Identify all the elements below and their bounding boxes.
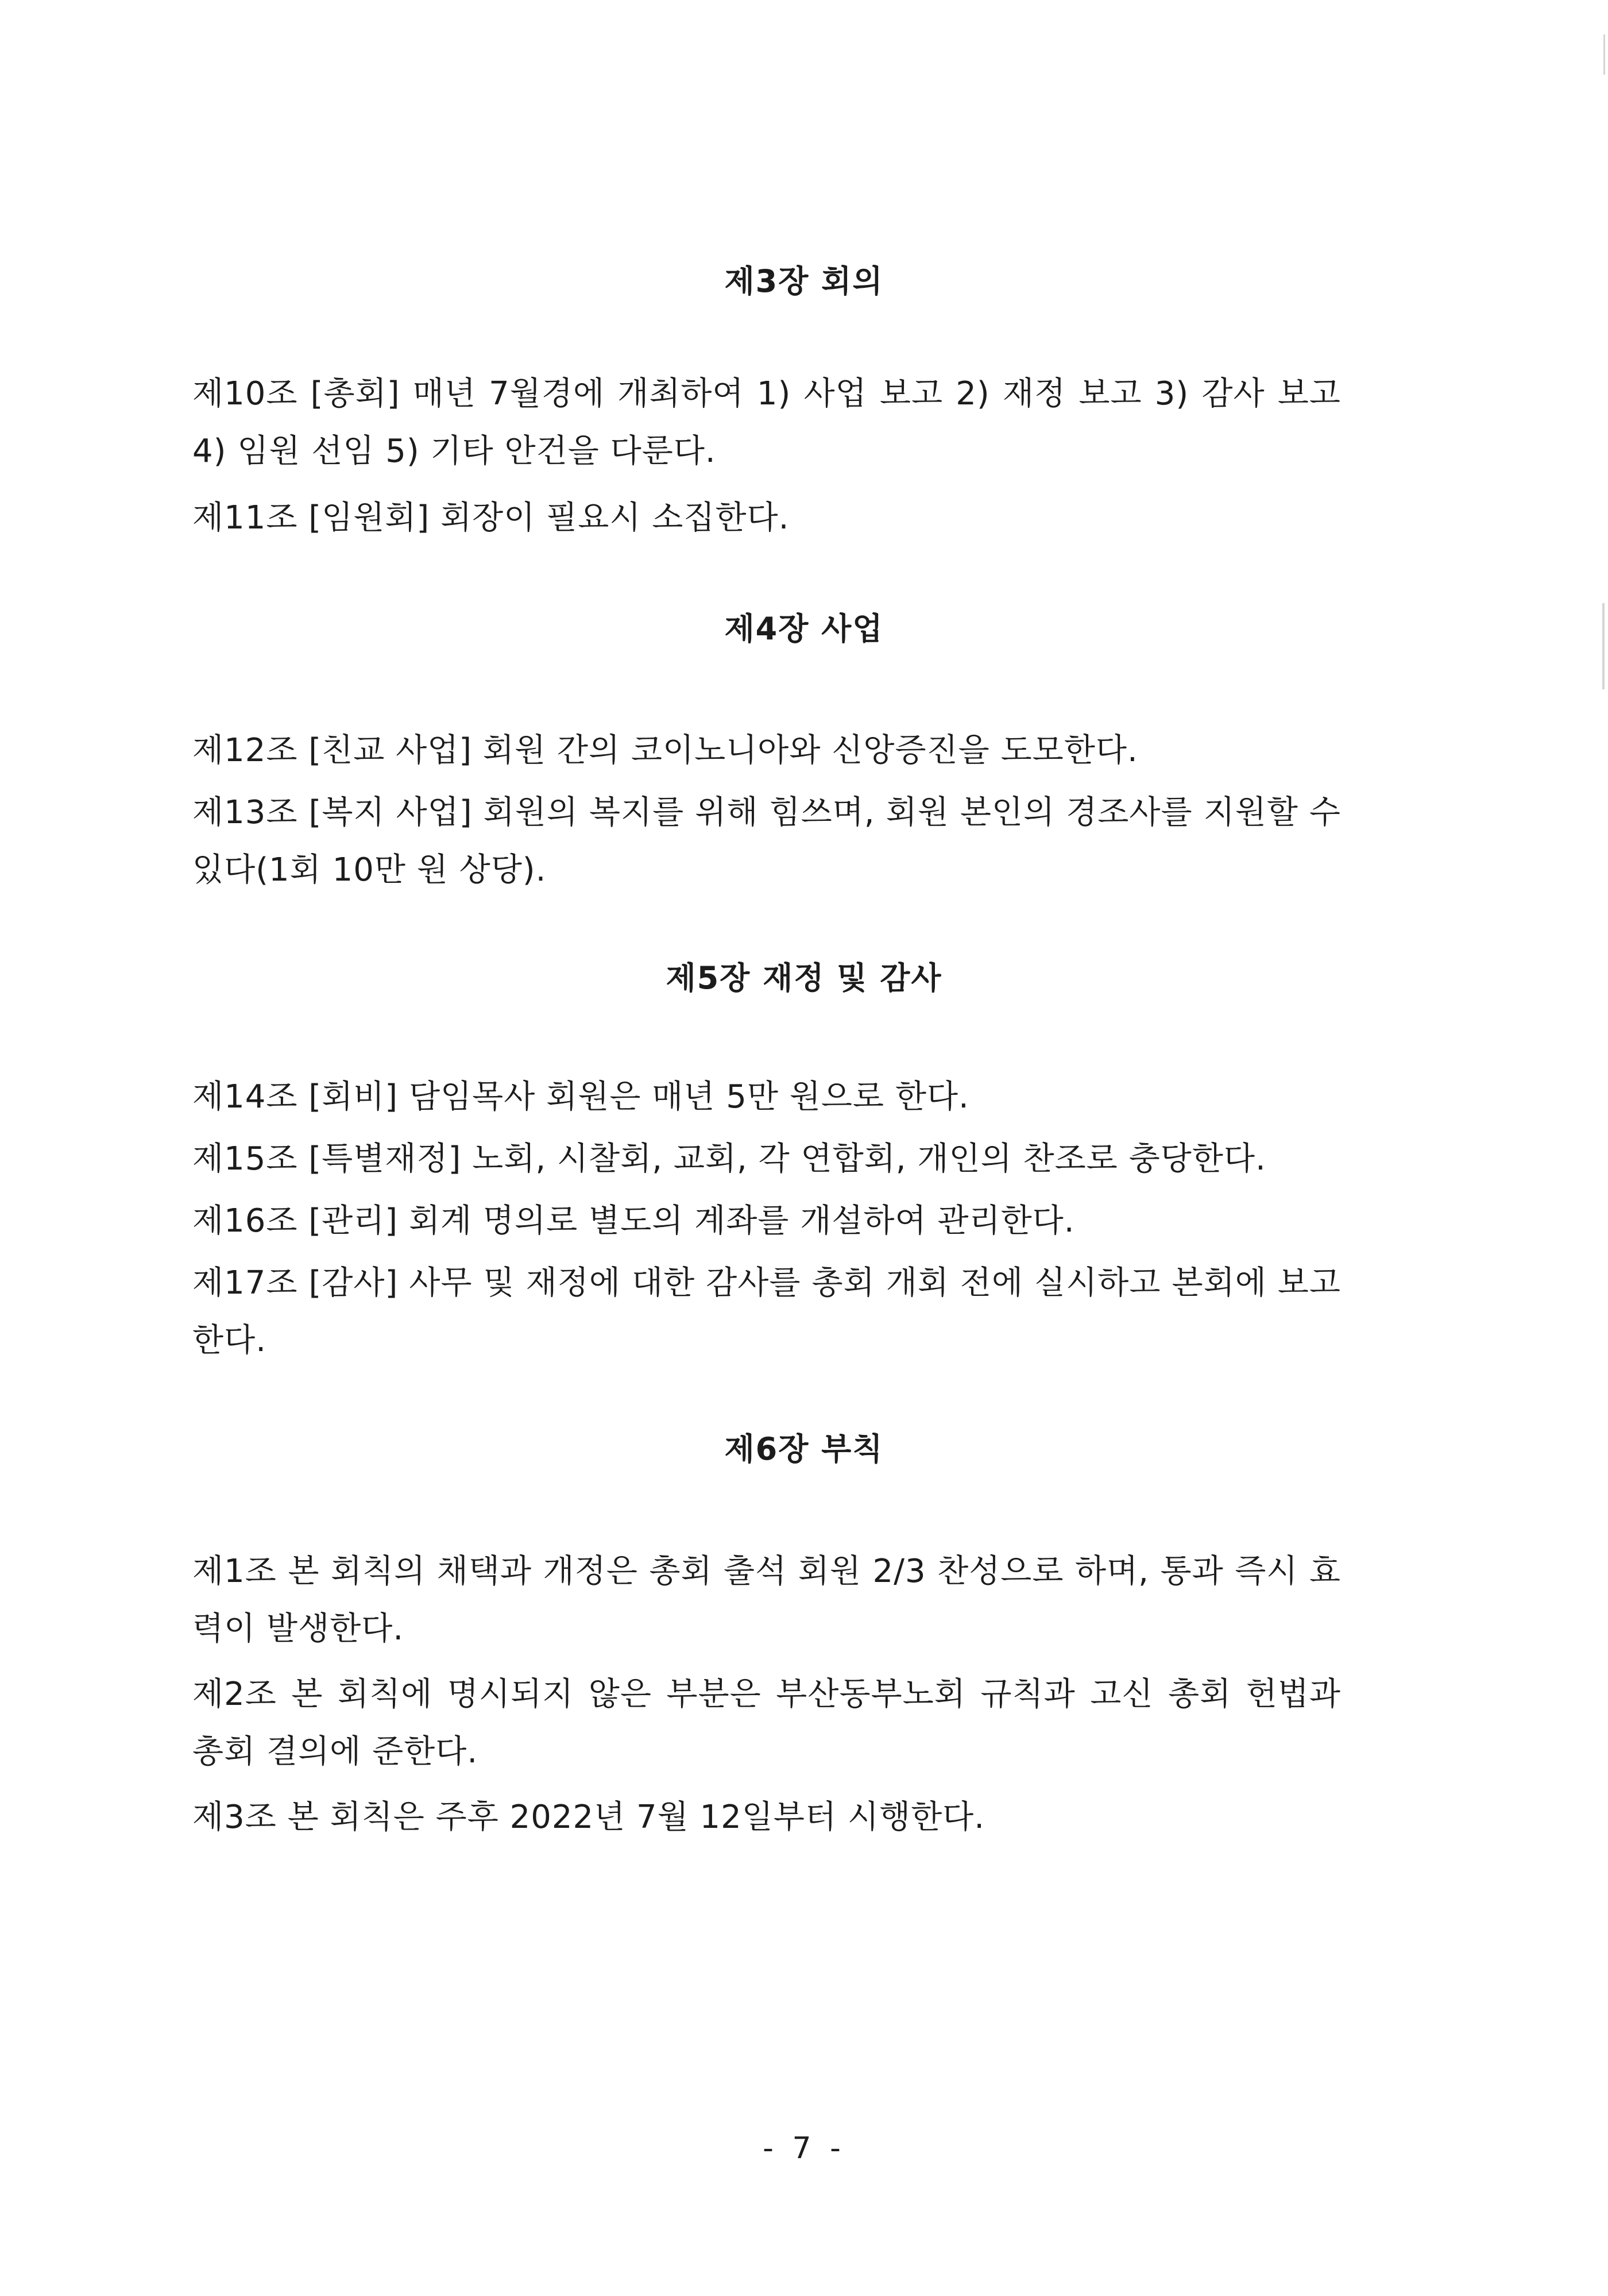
chapter-title-5: 제5장 재정 및 감사 xyxy=(666,960,942,996)
article-14: 제14조 [회비] 담임목사 회원은 매년 5만 원으로 한다. xyxy=(192,1078,969,1116)
chapter-title-6: 제6장 부칙 xyxy=(724,1431,884,1467)
chapter-title-3: 제3장 회의 xyxy=(724,263,884,299)
chapter-title-4: 제4장 사업 xyxy=(724,611,884,647)
supplementary-article-3: 제3조 본 회칙은 주후 2022년 7월 12일부터 시행한다. xyxy=(192,1799,985,1836)
supplementary-article-1: 제1조 본 회칙의 채택과 개정은 총회 출석 회원 2/3 찬성으로 하며, 통과 즉시 효력이 발생한다. xyxy=(192,1553,1341,1647)
article-11: 제11조 [임원회] 회장이 필요시 소집한다. xyxy=(192,499,790,537)
article-16: 제16조 [관리] 회계 명의로 별도의 계좌를 개설하여 관리한다. xyxy=(192,1202,1075,1240)
article-13: 제13조 [복지 사업] 회원의 복지를 위해 힘쓰며, 회원 본인의 경조사를 지원할 수 있다(1회 10만 원 상당). xyxy=(192,794,1341,889)
scan-edge-mark xyxy=(1602,603,1605,689)
supplementary-article-2: 제2조 본 회칙에 명시되지 않은 부분은 부산동부노회 규칙과 고신 총회 헌법과 총회 결의에 준한다. xyxy=(192,1676,1341,1770)
article-10: 제10조 [총회] 매년 7월경에 개최하여 1) 사업 보고 2) 재정 보고 3) 감사 보고 4) 임원 선임 5) 기타 안건을 다룬다. xyxy=(192,375,1341,470)
article-12: 제12조 [친교 사업] 회원 간의 코이노니아와 신앙증진을 도모한다. xyxy=(192,732,1138,769)
article-17: 제17조 [감사] 사무 및 재정에 대한 감사를 총회 개회 전에 실시하고 본회에 보고한다. xyxy=(192,1264,1341,1359)
scan-edge-mark xyxy=(1603,34,1605,75)
article-15: 제15조 [특별재정] 노회, 시찰회, 교회, 각 연합회, 개인의 찬조로 충당한다. xyxy=(192,1140,1266,1178)
page-number: - 7 - xyxy=(763,2131,845,2166)
